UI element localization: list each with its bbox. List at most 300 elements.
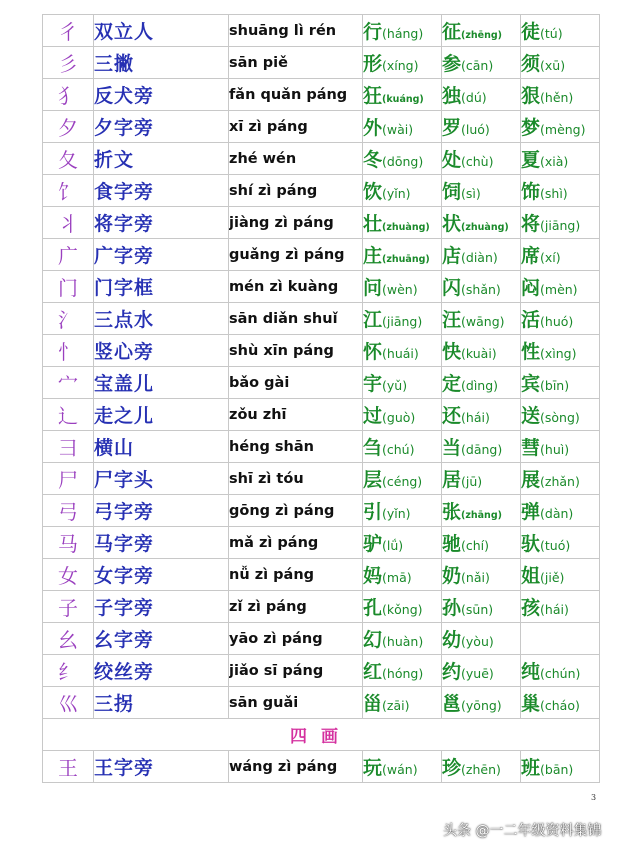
example-cell (521, 335, 600, 367)
example-character: 独 (442, 85, 462, 107)
table-row (43, 79, 600, 111)
table-row (43, 751, 600, 783)
example-character: 孩 (521, 597, 541, 619)
table-row (43, 431, 600, 463)
example-cell (442, 47, 521, 79)
table-row (43, 47, 600, 79)
pinyin-cell: shuāng lì rén (229, 15, 363, 47)
example-reading: (yǐn) (382, 186, 411, 201)
example-cell (363, 687, 442, 719)
example-character: 闪 (442, 277, 462, 299)
pinyin-cell: bǎo gài (229, 367, 363, 399)
example-character: 甾 (363, 693, 383, 715)
example-character: 形 (363, 53, 383, 75)
section-header-row (43, 719, 600, 751)
example-character: 送 (521, 405, 541, 427)
example-reading: (lǘ) (382, 538, 404, 553)
table-row (43, 15, 600, 47)
example-cell (521, 751, 600, 783)
example-cell (363, 239, 442, 271)
example-cell (521, 271, 600, 303)
example-reading: (hěn) (540, 90, 574, 105)
example-cell (442, 431, 521, 463)
example-reading: (dāng) (461, 442, 503, 457)
example-character: 店 (442, 245, 462, 267)
example-character: 外 (363, 117, 383, 139)
radical-cell: 辶 (43, 399, 94, 431)
example-cell (442, 367, 521, 399)
example-cell (521, 111, 600, 143)
example-reading: (luó) (461, 122, 490, 137)
example-cell (521, 303, 600, 335)
example-reading: (yuē) (461, 666, 494, 681)
example-reading: (chù) (461, 154, 494, 169)
pinyin-cell: shí zì páng (229, 175, 363, 207)
pinyin-cell: zǒu zhī (229, 399, 363, 431)
example-cell (442, 623, 521, 655)
example-character: 宇 (363, 373, 383, 395)
example-reading: (háng) (382, 26, 424, 41)
watermark-text: 头条 @一二年级资料集锦 (443, 823, 602, 839)
radical-cell: 夕 (43, 111, 94, 143)
example-reading: (zhuàng) (461, 222, 509, 233)
radical-cell: 彳 (43, 15, 94, 47)
example-reading: (dōng) (382, 154, 424, 169)
example-character: 引 (363, 501, 383, 523)
example-reading: (wèn) (382, 282, 418, 297)
radical-name-cell: 折文 (94, 143, 229, 175)
example-cell (363, 655, 442, 687)
example-cell (442, 79, 521, 111)
table-row (43, 239, 600, 271)
example-reading: (jiāng) (382, 314, 423, 329)
example-reading: (sūn) (461, 602, 494, 617)
example-cell (442, 239, 521, 271)
radical-name-cell: 尸字头 (94, 463, 229, 495)
example-character: 参 (442, 53, 462, 75)
pinyin-cell: sān guǎi (229, 687, 363, 719)
example-cell (442, 271, 521, 303)
example-reading: (kuài) (461, 346, 497, 361)
example-character: 巢 (521, 693, 541, 715)
example-character: 夏 (521, 149, 541, 171)
example-character: 驮 (521, 533, 541, 555)
example-character: 展 (521, 469, 541, 491)
example-character: 还 (442, 405, 462, 427)
example-character: 壮 (363, 213, 383, 235)
table-row (43, 655, 600, 687)
example-character: 徒 (521, 21, 541, 43)
example-reading: (nǎi) (461, 570, 490, 585)
table-row (43, 143, 600, 175)
radical-name-cell: 广字旁 (94, 239, 229, 271)
example-cell (442, 495, 521, 527)
example-reading: (sòng) (540, 410, 580, 425)
table-row (43, 335, 600, 367)
radical-name-cell: 子字旁 (94, 591, 229, 623)
table-row (43, 463, 600, 495)
example-cell (363, 303, 442, 335)
radical-cell: 尸 (43, 463, 94, 495)
radical-name-cell: 双立人 (94, 15, 229, 47)
example-cell (363, 143, 442, 175)
example-reading: (dàn) (540, 506, 574, 521)
example-cell (442, 207, 521, 239)
example-reading: (dú) (461, 90, 487, 105)
example-reading: (wán) (382, 762, 418, 777)
table-row (43, 207, 600, 239)
example-character: 刍 (363, 437, 383, 459)
example-cell (442, 303, 521, 335)
table-row (43, 527, 600, 559)
radical-name-cell: 幺字旁 (94, 623, 229, 655)
example-character: 须 (521, 53, 541, 75)
example-reading: (bīn) (540, 378, 570, 393)
example-cell (363, 751, 442, 783)
radical-cell: 巛 (43, 687, 94, 719)
example-character: 居 (442, 469, 462, 491)
pinyin-cell: mǎ zì páng (229, 527, 363, 559)
example-character: 红 (363, 661, 383, 683)
example-character: 过 (363, 405, 383, 427)
example-reading: (shì) (540, 186, 568, 201)
example-character: 闷 (521, 277, 541, 299)
radical-cell: 弓 (43, 495, 94, 527)
radical-name-cell: 弓字旁 (94, 495, 229, 527)
example-character: 宾 (521, 373, 541, 395)
example-cell (363, 399, 442, 431)
example-cell (521, 367, 600, 399)
example-reading: (huó) (540, 314, 574, 329)
radical-cell: 马 (43, 527, 94, 559)
example-reading: (cān) (461, 58, 494, 73)
example-cell (363, 463, 442, 495)
table-row (43, 271, 600, 303)
table-row (43, 687, 600, 719)
example-cell (442, 591, 521, 623)
example-cell (442, 655, 521, 687)
example-cell (363, 367, 442, 399)
example-character: 冬 (363, 149, 383, 171)
example-reading: (cháo) (540, 698, 580, 713)
example-cell (442, 463, 521, 495)
example-reading: (mèng) (540, 122, 586, 137)
example-cell (442, 559, 521, 591)
example-cell (363, 495, 442, 527)
pinyin-cell: guǎng zì páng (229, 239, 363, 271)
example-character: 处 (442, 149, 462, 171)
pinyin-cell: shī zì tóu (229, 463, 363, 495)
radical-cell: 彡 (43, 47, 94, 79)
example-character: 行 (363, 21, 383, 43)
example-cell (521, 399, 600, 431)
table-row (43, 623, 600, 655)
example-reading: (hái) (540, 602, 569, 617)
pinyin-cell: zǐ zì páng (229, 591, 363, 623)
radical-name-cell: 三撇 (94, 47, 229, 79)
example-character: 快 (442, 341, 462, 363)
example-character: 性 (521, 341, 541, 363)
table-row (43, 367, 600, 399)
example-reading: (zhēng) (461, 30, 502, 41)
radical-name-cell: 反犬旁 (94, 79, 229, 111)
radical-cell: 宀 (43, 367, 94, 399)
radical-cell: 氵 (43, 303, 94, 335)
example-character: 庄 (363, 245, 383, 267)
example-character: 状 (442, 213, 462, 235)
example-character: 纯 (521, 661, 541, 683)
radical-cell: 门 (43, 271, 94, 303)
example-reading: (céng) (382, 474, 423, 489)
example-reading: (xíng) (382, 58, 419, 73)
table-row (43, 303, 600, 335)
radical-name-cell: 马字旁 (94, 527, 229, 559)
radical-name-cell: 门字框 (94, 271, 229, 303)
example-reading: (hóng) (382, 666, 424, 681)
example-character: 层 (363, 469, 383, 491)
example-cell (363, 559, 442, 591)
example-reading: (tú) (540, 26, 563, 41)
example-reading: (guò) (382, 410, 416, 425)
radical-cell: 广 (43, 239, 94, 271)
radical-cell: 纟 (43, 655, 94, 687)
example-reading: (jiāng) (540, 218, 581, 233)
example-cell (521, 431, 600, 463)
example-reading: (wāng) (461, 314, 505, 329)
pinyin-cell: héng shān (229, 431, 363, 463)
example-cell (521, 623, 600, 655)
example-reading: (bān) (540, 762, 574, 777)
radical-name-cell: 绞丝旁 (94, 655, 229, 687)
radical-name-cell: 走之儿 (94, 399, 229, 431)
example-cell (363, 47, 442, 79)
example-cell (442, 335, 521, 367)
example-reading: (mā) (382, 570, 412, 585)
example-cell (521, 591, 600, 623)
example-character: 汪 (442, 309, 462, 331)
example-character: 问 (363, 277, 383, 299)
radical-name-cell: 横山 (94, 431, 229, 463)
example-cell (521, 239, 600, 271)
example-reading: (zhǎn) (540, 474, 580, 489)
example-cell (442, 751, 521, 783)
example-character: 饰 (521, 181, 541, 203)
example-cell (442, 175, 521, 207)
table-row (43, 495, 600, 527)
example-character: 席 (521, 245, 541, 267)
example-reading: (yòu) (461, 634, 494, 649)
example-cell (521, 47, 600, 79)
example-cell (442, 399, 521, 431)
example-reading: (zhāng) (461, 510, 502, 521)
radical-cell: 忄 (43, 335, 94, 367)
example-cell (363, 15, 442, 47)
radical-name-cell: 食字旁 (94, 175, 229, 207)
example-character: 怀 (363, 341, 383, 363)
example-character: 孔 (363, 597, 383, 619)
example-cell (521, 527, 600, 559)
example-reading: (zhuàng) (382, 222, 430, 233)
example-cell (521, 175, 600, 207)
example-character: 饲 (442, 181, 462, 203)
example-reading: (huái) (382, 346, 419, 361)
example-cell (363, 111, 442, 143)
radical-cell: 丬 (43, 207, 94, 239)
table-row (43, 399, 600, 431)
example-character: 饮 (363, 181, 383, 203)
example-reading: (chún) (540, 666, 581, 681)
pinyin-cell: xī zì páng (229, 111, 363, 143)
example-character: 江 (363, 309, 383, 331)
radical-name-cell: 女字旁 (94, 559, 229, 591)
example-cell (521, 463, 600, 495)
example-reading: (yǔ) (382, 378, 408, 393)
table-row (43, 591, 600, 623)
example-character: 征 (442, 21, 462, 43)
example-reading: (shǎn) (461, 282, 501, 297)
example-character: 幻 (363, 629, 383, 651)
example-reading: (kuáng) (382, 94, 424, 105)
example-character: 狂 (363, 85, 383, 107)
example-cell (521, 207, 600, 239)
example-cell (363, 271, 442, 303)
radical-cell: 子 (43, 591, 94, 623)
example-reading: (zhuāng) (382, 254, 430, 265)
example-cell (363, 207, 442, 239)
example-reading: (tuó) (540, 538, 571, 553)
example-cell (521, 687, 600, 719)
example-character: 妈 (363, 565, 383, 587)
pinyin-cell: fǎn quǎn páng (229, 79, 363, 111)
example-character: 邕 (442, 693, 462, 715)
example-cell (363, 175, 442, 207)
example-reading: (yǐn) (382, 506, 411, 521)
example-reading: (mèn) (540, 282, 578, 297)
example-cell (521, 559, 600, 591)
example-character: 狠 (521, 85, 541, 107)
example-reading: (jiě) (540, 570, 565, 585)
example-character: 驰 (442, 533, 462, 555)
table-row (43, 111, 600, 143)
example-character: 约 (442, 661, 462, 683)
example-character: 孙 (442, 597, 462, 619)
example-reading: (wài) (382, 122, 414, 137)
radical-table (42, 14, 600, 783)
example-reading: (yōng) (461, 698, 502, 713)
example-reading: (sì) (461, 186, 481, 201)
example-reading: (kǒng) (382, 602, 423, 617)
pinyin-cell: mén zì kuàng (229, 271, 363, 303)
radical-cell: 幺 (43, 623, 94, 655)
example-cell (521, 655, 600, 687)
example-cell (363, 623, 442, 655)
example-character: 张 (442, 501, 462, 523)
pinyin-cell: gōng zì páng (229, 495, 363, 527)
pinyin-cell: sān diǎn shuǐ (229, 303, 363, 335)
radical-table-body (43, 15, 600, 783)
example-reading: (xià) (540, 154, 569, 169)
example-character: 弹 (521, 501, 541, 523)
example-cell (442, 15, 521, 47)
example-cell (442, 687, 521, 719)
example-character: 活 (521, 309, 541, 331)
example-reading: (huì) (540, 442, 570, 457)
pinyin-cell: jiàng zì páng (229, 207, 363, 239)
table-row (43, 175, 600, 207)
example-character: 奶 (442, 565, 462, 587)
example-reading: (huàn) (382, 634, 424, 649)
example-character: 姐 (521, 565, 541, 587)
example-cell (363, 79, 442, 111)
pinyin-cell: sān piě (229, 47, 363, 79)
pinyin-cell: wáng zì páng (229, 751, 363, 783)
pinyin-cell: zhé wén (229, 143, 363, 175)
example-cell (363, 527, 442, 559)
radical-cell: 夂 (43, 143, 94, 175)
example-character: 梦 (521, 117, 541, 139)
radical-cell: 女 (43, 559, 94, 591)
radical-cell: 彐 (43, 431, 94, 463)
example-reading: (chí) (461, 538, 490, 553)
example-cell (521, 495, 600, 527)
example-reading: (chú) (382, 442, 415, 457)
example-reading: (jū) (461, 474, 483, 489)
example-character: 罗 (442, 117, 462, 139)
example-reading: (zāi) (382, 698, 410, 713)
example-character: 班 (521, 757, 541, 779)
example-cell (442, 527, 521, 559)
radical-name-cell: 王字旁 (94, 751, 229, 783)
example-cell (442, 143, 521, 175)
radical-cell: 王 (43, 751, 94, 783)
example-cell (363, 431, 442, 463)
pinyin-cell: shù xīn páng (229, 335, 363, 367)
example-reading: (dìng) (461, 378, 499, 393)
radical-name-cell: 夕字旁 (94, 111, 229, 143)
pinyin-cell: jiǎo sī páng (229, 655, 363, 687)
example-character: 玩 (363, 757, 383, 779)
example-character: 珍 (442, 757, 462, 779)
radical-name-cell: 三点水 (94, 303, 229, 335)
example-reading: (diàn) (461, 250, 498, 265)
example-cell (363, 335, 442, 367)
page-number: 3 (591, 793, 597, 802)
example-character: 驴 (363, 533, 383, 555)
example-reading: (xí) (540, 250, 561, 265)
example-cell (521, 79, 600, 111)
example-character: 当 (442, 437, 462, 459)
radical-cell: 犭 (43, 79, 94, 111)
example-character: 幼 (442, 629, 462, 651)
example-reading: (zhēn) (461, 762, 501, 777)
example-character: 彗 (521, 437, 541, 459)
radical-name-cell: 将字旁 (94, 207, 229, 239)
radical-name-cell: 竖心旁 (94, 335, 229, 367)
radical-name-cell: 三拐 (94, 687, 229, 719)
pinyin-cell: nǚ zì páng (229, 559, 363, 591)
example-reading: (xìng) (540, 346, 577, 361)
example-cell (521, 143, 600, 175)
example-cell (363, 591, 442, 623)
example-reading: (xū) (540, 58, 566, 73)
pinyin-cell: yāo zì páng (229, 623, 363, 655)
table-row (43, 559, 600, 591)
radical-name-cell: 宝盖儿 (94, 367, 229, 399)
example-reading: (hái) (461, 410, 490, 425)
example-character: 将 (521, 213, 541, 235)
section-title: 四画 (43, 719, 600, 751)
example-character: 定 (442, 373, 462, 395)
